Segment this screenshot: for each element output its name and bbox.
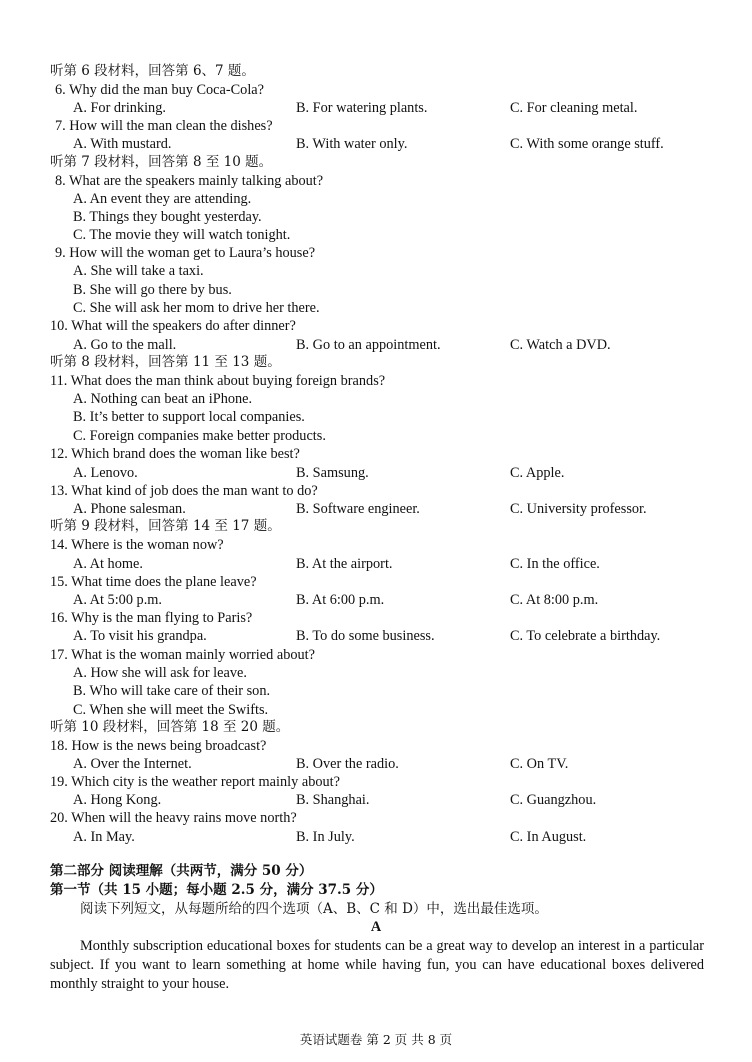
section-heading-text: 听第 7 段材料，回答第 8 至 10 题。: [50, 154, 273, 170]
option-b: B. At the airport.: [296, 556, 393, 572]
option-a: A. To visit his grandpa.: [73, 628, 207, 644]
options-row: [0, 99, 752, 117]
option-line: [0, 701, 752, 719]
question-stem: [0, 536, 752, 554]
question-stem: [0, 646, 752, 664]
option-a: A. At home.: [73, 556, 143, 572]
question-stem: [0, 573, 752, 591]
question-18-stem: 18. How is the news being broadcast?: [50, 738, 267, 754]
question-stem: [0, 737, 752, 755]
option-line: [0, 408, 752, 426]
option-b: B. Things they bought yesterday.: [73, 209, 262, 225]
options-row: [0, 464, 752, 482]
option-c: C. Foreign companies make better products.: [73, 428, 326, 444]
options-row: [0, 500, 752, 518]
option-c: C. Apple.: [510, 465, 565, 481]
option-b: B. With water only.: [296, 136, 408, 152]
section-heading-text: 听第 6 段材料，回答第 6、7 题。: [50, 63, 255, 79]
section-heading-text: 听第 10 段材料，回答第 18 至 20 题。: [50, 719, 290, 735]
instruction: [0, 900, 752, 918]
question-6-stem: 6. Why did the man buy Coca-Cola?: [55, 82, 264, 98]
option-line: [0, 262, 752, 280]
option-c: C. With some orange stuff.: [510, 136, 664, 152]
option-a: A. Over the Internet.: [73, 756, 192, 772]
question-11-stem: 11. What does the man think about buying foreign brands?: [50, 373, 386, 389]
question-stem: [0, 117, 752, 135]
option-c: C. In August.: [510, 829, 587, 845]
option-c: C. Guangzhou.: [510, 792, 597, 808]
option-b: B. Software engineer.: [296, 501, 420, 517]
option-a: A. At 5:00 p.m.: [73, 592, 162, 608]
option-a: A. With mustard.: [73, 136, 172, 152]
option-b: B. Who will take care of their son.: [73, 683, 271, 699]
question-9-stem: 9. How will the woman get to Laura’s house?: [55, 245, 316, 261]
passage-label: A: [370, 919, 382, 935]
option-a: A. Lenovo.: [73, 465, 138, 481]
option-line: [0, 208, 752, 226]
question-14-stem: 14. Where is the woman now?: [50, 537, 224, 553]
section-heading: [0, 153, 752, 171]
options-row: [0, 828, 752, 846]
option-b: B. For watering plants.: [296, 100, 428, 116]
option-c: C. When she will meet the Swifts.: [73, 702, 269, 718]
question-stem: [0, 244, 752, 262]
option-b: B. Over the radio.: [296, 756, 399, 772]
option-line: [0, 226, 752, 244]
option-line: [0, 682, 752, 700]
option-a: A. How she will ask for leave.: [73, 665, 247, 681]
option-a: A. Nothing can beat an iPhone.: [73, 391, 253, 407]
options-row: [0, 135, 752, 153]
option-b: B. Samsung.: [296, 465, 369, 481]
question-19-stem: 19. Which city is the weather report mainly about?: [50, 774, 340, 790]
option-c: C. On TV.: [510, 756, 569, 772]
option-line: [0, 190, 752, 208]
options-row: [0, 627, 752, 645]
question-7-stem: 7. How will the man clean the dishes?: [55, 118, 273, 134]
option-c: C. Watch a DVD.: [510, 337, 611, 353]
option-a: A. Phone salesman.: [73, 501, 186, 517]
option-a: A. An event they are attending.: [73, 191, 252, 207]
option-c: C. The movie they will watch tonight.: [73, 227, 291, 243]
question-17-stem: 17. What is the woman mainly worried about?: [50, 647, 315, 663]
question-stem: [0, 172, 752, 190]
question-stem: [0, 317, 752, 335]
options-row: [0, 336, 752, 354]
question-stem: [0, 482, 752, 500]
option-b: B. At 6:00 p.m.: [296, 592, 385, 608]
options-row: [0, 791, 752, 809]
question-stem: [0, 81, 752, 99]
question-10-stem: 10. What will the speakers do after dinner?: [50, 318, 296, 334]
option-line: [0, 390, 752, 408]
option-b: B. Go to an appointment.: [296, 337, 441, 353]
question-12-stem: 12. Which brand does the woman like best?: [50, 446, 300, 462]
section-heading: [0, 62, 752, 80]
part-title: [0, 862, 752, 880]
option-line: [0, 299, 752, 317]
question-20-stem: 20. When will the heavy rains move north?: [50, 810, 297, 826]
question-13-stem: 13. What kind of job does the man want to do?: [50, 483, 318, 499]
option-a: A. For drinking.: [73, 100, 166, 116]
option-line: [0, 281, 752, 299]
option-a: A. In May.: [73, 829, 135, 845]
question-stem: [0, 372, 752, 390]
option-a: A. Hong Kong.: [73, 792, 162, 808]
option-c: C. University professor.: [510, 501, 647, 517]
options-row: [0, 555, 752, 573]
section-heading-text: 听第 9 段材料，回答第 14 至 17 题。: [50, 518, 281, 534]
option-line: [0, 427, 752, 445]
passage-paragraph: Monthly subscription educational boxes for students can be a great way to develop an interest in a particular subject. If you want to learn something at home while having fun, you can have educational boxes delivered monthly straight to your house.: [50, 938, 704, 992]
page-footer: 英语试题卷 第 2 页 共 8 页: [299, 1032, 453, 1047]
option-a: A. She will take a taxi.: [73, 263, 204, 279]
option-b: B. She will go there by bus.: [73, 282, 232, 298]
part-title-text: 第二部分 阅读理解（共两节，满分 50 分）: [50, 863, 313, 879]
section-heading: [0, 517, 752, 535]
options-row: [0, 755, 752, 773]
option-b: B. Shanghai.: [296, 792, 370, 808]
question-16-stem: 16. Why is the man flying to Paris?: [50, 610, 253, 626]
option-b: B. It’s better to support local companies.: [73, 409, 305, 425]
section-heading: [0, 718, 752, 736]
options-row: [0, 591, 752, 609]
option-c: C. She will ask her mom to drive her there.: [73, 300, 320, 316]
question-15-stem: 15. What time does the plane leave?: [50, 574, 257, 590]
option-b: B. To do some business.: [296, 628, 435, 644]
option-c: C. To celebrate a birthday.: [510, 628, 661, 644]
question-stem: [0, 609, 752, 627]
option-a: A. Go to the mall.: [73, 337, 177, 353]
option-c: C. For cleaning metal.: [510, 100, 638, 116]
section-title-text: 第一节（共 15 小题；每小题 2.5 分，满分 37.5 分）: [50, 882, 383, 898]
section-title: [0, 881, 752, 899]
option-line: [0, 664, 752, 682]
question-8-stem: 8. What are the speakers mainly talking about?: [55, 173, 324, 189]
option-b: B. In July.: [296, 829, 355, 845]
question-stem: [0, 809, 752, 827]
section-heading: [0, 353, 752, 371]
option-c: C. At 8:00 p.m.: [510, 592, 599, 608]
instruction-text: 阅读下列短文，从每题所给的四个选项（A、B、C 和 D）中，选出最佳选项。: [80, 901, 548, 917]
option-c: C. In the office.: [510, 556, 600, 572]
question-stem: [0, 445, 752, 463]
section-heading-text: 听第 8 段材料，回答第 11 至 13 题。: [50, 354, 281, 370]
question-stem: [0, 773, 752, 791]
